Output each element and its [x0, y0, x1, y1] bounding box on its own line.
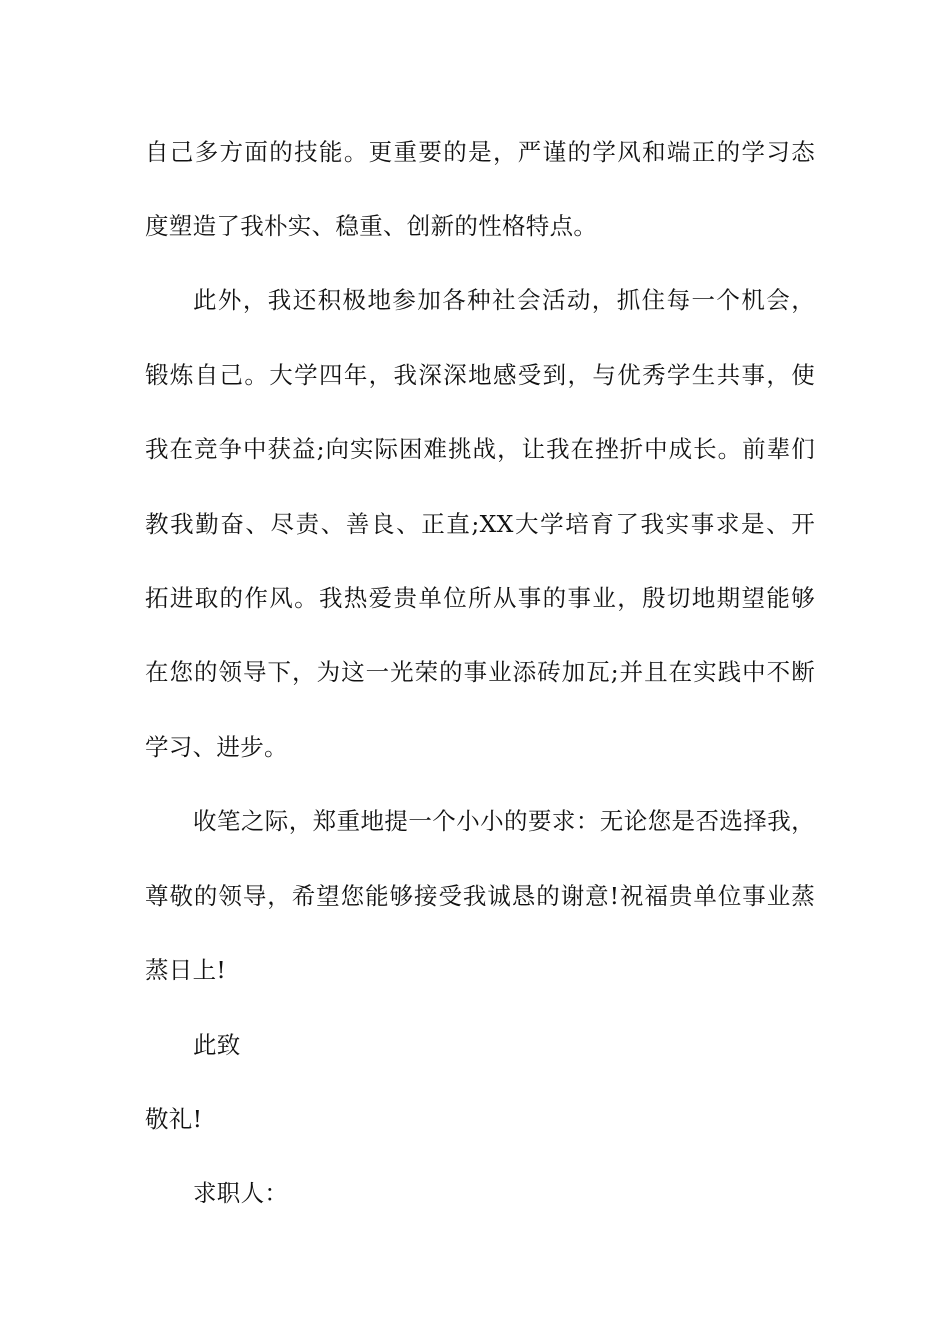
body-text-line: 度塑造了我朴实、稳重、创新的性格特点。: [145, 212, 598, 240]
body-text-line: 尊敬的领导，希望您能够接受我诚恳的谢意!祝福贵单位事业蒸: [145, 882, 815, 910]
closing-regards: 敬礼!: [145, 1105, 203, 1133]
body-text-line: 教我勤奋、尽责、善良、正直;XX大学培育了我实事求是、开: [145, 510, 815, 538]
closing-salutation: 此致: [193, 1031, 241, 1059]
body-text-line: 蒸日上!: [145, 956, 227, 984]
paragraph-first-line: 此外，我还积极地参加各种社会活动，抓住每一个机会，: [193, 286, 815, 314]
body-text-line: 拓进取的作风。我热爱贵单位所从事的事业，殷切地期望能够: [145, 584, 815, 612]
body-text-line: 在您的领导下，为这一光荣的事业添砖加瓦;并且在实践中不断: [145, 658, 815, 686]
body-text-line: 自己多方面的技能。更重要的是，严谨的学风和端正的学习态: [145, 138, 815, 166]
body-text-line: 我在竞争中获益;向实际困难挑战，让我在挫折中成长。前辈们: [145, 435, 815, 463]
paragraph-first-line: 收笔之际，郑重地提一个小小的要求：无论您是否选择我，: [193, 807, 815, 835]
body-text-line: 锻炼自己。大学四年，我深深地感受到，与优秀学生共事，使: [145, 361, 815, 389]
body-text-line: 学习、进步。: [145, 733, 288, 761]
signature-label: 求职人：: [193, 1179, 289, 1207]
